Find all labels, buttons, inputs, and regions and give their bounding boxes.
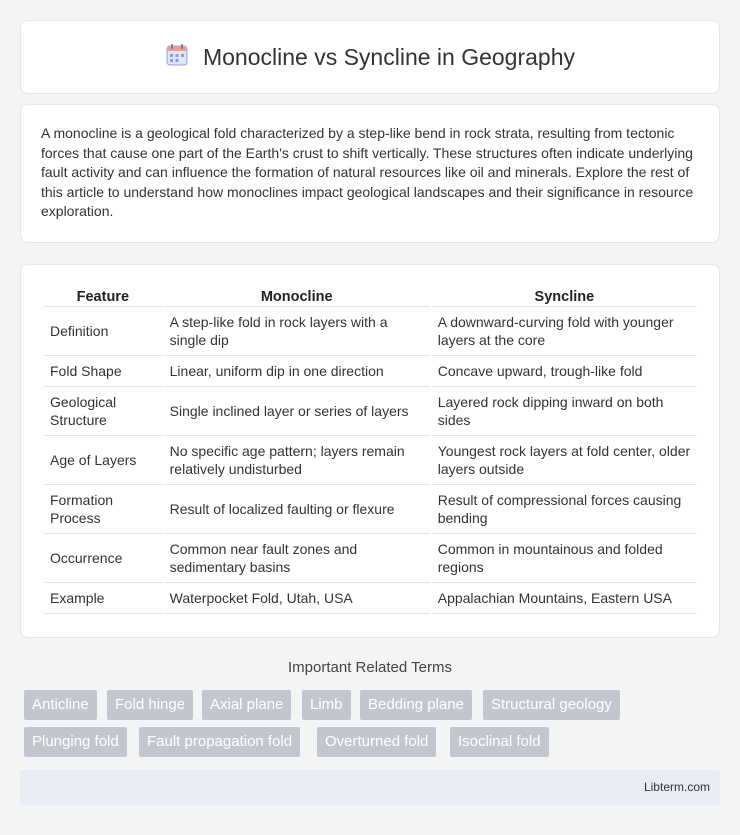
- table-row: [44, 485, 697, 534]
- table-cell-feature: Fold Shape: [44, 356, 162, 387]
- table-cell-monocline: Single inclined layer or series of layers: [164, 387, 430, 436]
- tag-isoclinal-fold[interactable]: Isoclinal fold: [450, 727, 549, 757]
- page-title: Monocline vs Syncline in Geography: [202, 43, 576, 70]
- tag-axial-plane[interactable]: Axial plane: [202, 690, 291, 720]
- tag-limb[interactable]: Limb: [302, 690, 351, 720]
- tag-plunging-fold[interactable]: Plunging fold: [24, 727, 127, 757]
- tag-overturned-fold[interactable]: Overturned fold: [317, 727, 436, 757]
- table-cell-monocline: Common near fault zones and sedimentary basins: [164, 534, 430, 583]
- table-row: [44, 307, 697, 356]
- tag-fold-hinge[interactable]: Fold hinge: [107, 690, 193, 720]
- table-cell-feature: Definition: [44, 307, 162, 356]
- table-cell-monocline: Linear, uniform dip in one direction: [164, 356, 430, 387]
- column-header-syncline: Syncline: [432, 282, 697, 307]
- table-cell-syncline: Concave upward, trough-like fold: [432, 356, 697, 387]
- table-row: [44, 534, 697, 583]
- column-header-feature: Feature: [44, 282, 162, 307]
- calendar-icon: [165, 43, 189, 72]
- table-cell-feature: Occurrence: [44, 534, 162, 583]
- footer-site-link[interactable]: Libterm.com: [643, 780, 710, 794]
- intro-card: [20, 104, 720, 243]
- table-cell-monocline: Waterpocket Fold, Utah, USA: [164, 583, 430, 614]
- table-cell-syncline: Result of compressional forces causing bending: [432, 485, 697, 534]
- tag-bedding-plane[interactable]: Bedding plane: [360, 690, 472, 720]
- table-cell-syncline: A downward-curving fold with younger layers at the core: [432, 307, 697, 356]
- table-cell-syncline: Youngest rock layers at fold center, older layers outside: [432, 436, 697, 485]
- tag-anticline[interactable]: Anticline: [24, 690, 97, 720]
- table-cell-syncline: Layered rock dipping inward on both sides: [432, 387, 697, 436]
- table-cell-feature: Example: [44, 583, 162, 614]
- table-row: [44, 583, 697, 614]
- table-cell-feature: Formation Process: [44, 485, 162, 534]
- table-header-row: [44, 282, 697, 307]
- intro-text: A monocline is a geological fold characterized by a step-like bend in rock strata, resulting from tectonic forces that cause one part of the Earth's crust to shift vertically. These structures often indicate underlying fault activity and can influence the formation of natural resources like oil and minerals. Explore the rest of this article to understand how monoclines impact geological landscapes and their significance in resource exploration.: [41, 125, 694, 220]
- column-header-monocline: Monocline: [164, 282, 430, 307]
- table-row: [44, 356, 697, 387]
- table-cell-syncline: Common in mountainous and folded regions: [432, 534, 697, 583]
- table-row: [44, 387, 697, 436]
- footer: [20, 770, 720, 805]
- comparison-table-card: [20, 264, 720, 638]
- header-card: [20, 20, 720, 94]
- tag-structural-geology[interactable]: Structural geology: [483, 690, 620, 720]
- comparison-table: [42, 282, 699, 614]
- table-cell-monocline: Result of localized faulting or flexure: [164, 485, 430, 534]
- table-cell-monocline: No specific age pattern; layers remain relatively undisturbed: [164, 436, 430, 485]
- related-terms-title: Important Related Terms: [288, 659, 452, 676]
- table-cell-feature: Geological Structure: [44, 387, 162, 436]
- table-cell-feature: Age of Layers: [44, 436, 162, 485]
- table-row: [44, 436, 697, 485]
- tag-fault-propagation-fold[interactable]: Fault propagation fold: [139, 727, 300, 757]
- table-cell-syncline: Appalachian Mountains, Eastern USA: [432, 583, 697, 614]
- table-cell-monocline: A step-like fold in rock layers with a single dip: [164, 307, 430, 356]
